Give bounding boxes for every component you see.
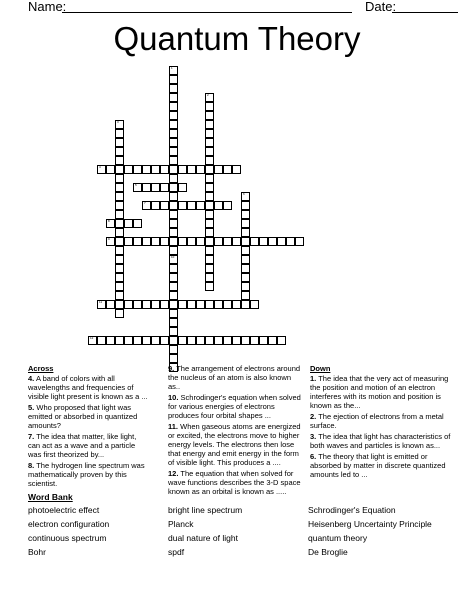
clue-number: 12: [90, 336, 94, 340]
grid-cell[interactable]: [169, 282, 178, 291]
grid-cell[interactable]: [115, 147, 124, 156]
grid-cell[interactable]: [277, 237, 286, 246]
grid-cell[interactable]: [214, 201, 223, 210]
grid-cell[interactable]: [115, 120, 124, 129]
grid-cell[interactable]: [169, 255, 178, 264]
grid-cell[interactable]: [115, 192, 124, 201]
grid-cell[interactable]: [205, 210, 214, 219]
clue-number: 10: [171, 255, 175, 259]
grid-cell[interactable]: [205, 237, 214, 246]
clue-across-7: 7. The idea that matter, like light, can act as a wave and a particle was first theorized by...: [28, 432, 137, 459]
grid-cell[interactable]: [142, 300, 151, 309]
across-clues-col1: [28, 364, 150, 490]
clue-down-6: 6. The theory that light is emitted or absorbed by matter in discrete quantized amounts led to ...: [310, 452, 446, 479]
clue-down-1: 1. The idea that the very act of measuring the position and motion of an electron interferes with its motion and position is known as the...: [310, 374, 449, 410]
grid-cell[interactable]: [250, 336, 259, 345]
clue-down-3: 3. The idea that light has characteristics of both waves and particles is known as...: [310, 432, 451, 450]
word-bank-item: continuous spectrum: [28, 533, 107, 543]
grid-cell[interactable]: [187, 237, 196, 246]
grid-cell[interactable]: [115, 219, 124, 228]
grid-cell[interactable]: [142, 165, 151, 174]
grid-cell[interactable]: [169, 318, 178, 327]
word-bank-item: quantum theory: [308, 533, 368, 543]
grid-cell[interactable]: [169, 183, 178, 192]
grid-cell[interactable]: [97, 336, 106, 345]
grid-cell[interactable]: [124, 300, 133, 309]
grid-cell[interactable]: [160, 300, 169, 309]
clue-number: 4: [99, 165, 101, 169]
grid-cell[interactable]: [115, 309, 124, 318]
grid-cell[interactable]: [259, 336, 268, 345]
clue-across-11: 11. When gaseous atoms are energized or excited, the electrons move to higher energy levels. The electrons then lose that energy and emit energy in the form of visible light. This produces a ....: [168, 422, 301, 467]
grid-cell[interactable]: [169, 201, 178, 210]
grid-cell[interactable]: [115, 282, 124, 291]
grid-cell[interactable]: [205, 282, 214, 291]
grid-cell[interactable]: [223, 237, 232, 246]
word-bank-heading: Word Bank: [28, 492, 73, 502]
grid-cell[interactable]: [187, 300, 196, 309]
grid-cell[interactable]: [205, 246, 214, 255]
grid-cell[interactable]: [169, 246, 178, 255]
grid-cell[interactable]: [169, 237, 178, 246]
grid-cell[interactable]: [133, 336, 142, 345]
grid-cell[interactable]: [232, 300, 241, 309]
clue-number: 8: [108, 219, 110, 223]
grid-cell[interactable]: [169, 192, 178, 201]
grid-cell[interactable]: [133, 300, 142, 309]
grid-cell[interactable]: [169, 354, 178, 363]
grid-cell[interactable]: [214, 237, 223, 246]
grid-cell[interactable]: [205, 111, 214, 120]
grid-cell[interactable]: [169, 111, 178, 120]
grid-cell[interactable]: [178, 336, 187, 345]
grid-cell[interactable]: [160, 237, 169, 246]
grid-cell[interactable]: [205, 93, 214, 102]
grid-cell[interactable]: [169, 264, 178, 273]
grid-cell[interactable]: [97, 300, 106, 309]
grid-cell[interactable]: [178, 300, 187, 309]
clue-across-12: 12. The equation that when solved for wave functions describes the 3-D space known as an orbital is known as .....: [168, 469, 301, 496]
grid-cell[interactable]: [142, 201, 151, 210]
grid-cell[interactable]: [205, 201, 214, 210]
grid-cell[interactable]: [169, 273, 178, 282]
grid-cell[interactable]: [196, 201, 205, 210]
grid-cell[interactable]: [115, 291, 124, 300]
grid-cell[interactable]: [223, 201, 232, 210]
grid-cell[interactable]: [250, 237, 259, 246]
grid-cell[interactable]: [115, 165, 124, 174]
clue-across-8: 8. The hydrogen line spectrum was mathematically proven by this scientist.: [28, 461, 145, 488]
grid-cell[interactable]: [268, 237, 277, 246]
word-bank-item: Schrodinger's Equation: [308, 505, 396, 515]
grid-cell[interactable]: [169, 84, 178, 93]
grid-cell[interactable]: [223, 336, 232, 345]
date-label: Date:: [365, 0, 397, 14]
grid-cell[interactable]: [241, 201, 250, 210]
grid-cell[interactable]: [169, 300, 178, 309]
across-clues-col2: [168, 364, 304, 498]
grid-cell[interactable]: [169, 147, 178, 156]
grid-cell[interactable]: [169, 174, 178, 183]
grid-cell[interactable]: [124, 219, 133, 228]
grid-cell[interactable]: [169, 93, 178, 102]
clue-number: 2: [207, 93, 209, 97]
grid-cell[interactable]: [214, 300, 223, 309]
grid-cell[interactable]: [187, 165, 196, 174]
grid-cell[interactable]: [115, 228, 124, 237]
grid-cell[interactable]: [178, 201, 187, 210]
grid-cell[interactable]: [115, 336, 124, 345]
grid-cell[interactable]: [241, 255, 250, 264]
grid-cell[interactable]: [205, 192, 214, 201]
clue-number: 3: [117, 120, 119, 124]
grid-cell[interactable]: [268, 336, 277, 345]
name-line[interactable]: [62, 12, 352, 13]
grid-cell[interactable]: [133, 183, 142, 192]
clue-across-4: 4. A band of colors with all wavelengths and frequencies of visible light present is known as a ...: [28, 374, 148, 401]
grid-cell[interactable]: [106, 300, 115, 309]
grid-cell[interactable]: [151, 300, 160, 309]
name-label: Name:: [28, 0, 67, 14]
grid-cell[interactable]: [115, 174, 124, 183]
grid-cell[interactable]: [106, 165, 115, 174]
grid-cell[interactable]: [115, 273, 124, 282]
grid-cell[interactable]: [115, 129, 124, 138]
grid-cell[interactable]: [196, 237, 205, 246]
word-bank-item: bright line spectrum: [168, 505, 243, 515]
grid-cell[interactable]: [124, 237, 133, 246]
grid-cell[interactable]: [97, 165, 106, 174]
grid-cell[interactable]: [295, 237, 304, 246]
grid-cell[interactable]: [106, 219, 115, 228]
grid-cell[interactable]: [205, 174, 214, 183]
grid-cell[interactable]: [115, 210, 124, 219]
grid-cell[interactable]: [169, 129, 178, 138]
grid-cell[interactable]: [232, 336, 241, 345]
grid-cell[interactable]: [205, 219, 214, 228]
grid-cell[interactable]: [241, 237, 250, 246]
grid-cell[interactable]: [124, 165, 133, 174]
word-bank-item: Heisenberg Uncertainty Principle: [308, 519, 432, 529]
grid-cell[interactable]: [133, 219, 142, 228]
grid-cell[interactable]: [178, 237, 187, 246]
grid-cell[interactable]: [169, 327, 178, 336]
grid-cell[interactable]: [205, 228, 214, 237]
grid-cell[interactable]: [169, 210, 178, 219]
grid-cell[interactable]: [241, 273, 250, 282]
clue-across-10: 10. Schrodinger's equation when solved for various energies of electrons produces four orbital shapes ...: [168, 393, 301, 420]
grid-cell[interactable]: [214, 165, 223, 174]
grid-cell[interactable]: [88, 336, 97, 345]
grid-cell[interactable]: [205, 120, 214, 129]
word-bank-item: Planck: [168, 519, 194, 529]
page-title: Quantum Theory: [113, 20, 361, 57]
grid-cell[interactable]: [241, 219, 250, 228]
grid-cell[interactable]: [241, 264, 250, 273]
clue-across-5: 5. Who proposed that light was emitted or absorbed in quantized amounts?: [28, 403, 138, 430]
grid-cell[interactable]: [133, 165, 142, 174]
grid-cell[interactable]: [277, 336, 286, 345]
grid-cell[interactable]: [205, 273, 214, 282]
grid-cell[interactable]: [205, 138, 214, 147]
grid-cell[interactable]: [178, 183, 187, 192]
grid-cell[interactable]: [115, 264, 124, 273]
grid-cell[interactable]: [115, 255, 124, 264]
clue-number: 6: [243, 192, 245, 196]
grid-cell[interactable]: [169, 66, 178, 75]
clue-across-9: 9. The arrangement of electrons around the nucleus of an atom is also known as..: [168, 364, 301, 391]
grid-cell[interactable]: [151, 336, 160, 345]
grid-cell[interactable]: [205, 300, 214, 309]
grid-cell[interactable]: [196, 300, 205, 309]
grid-cell[interactable]: [115, 183, 124, 192]
grid-cell[interactable]: [241, 336, 250, 345]
grid-cell[interactable]: [205, 336, 214, 345]
grid-cell[interactable]: [169, 291, 178, 300]
word-bank-item: dual nature of light: [168, 533, 238, 543]
grid-cell[interactable]: [286, 237, 295, 246]
across-heading: Across: [28, 364, 54, 373]
word-bank-item: spdf: [168, 547, 185, 557]
grid-cell[interactable]: [205, 156, 214, 165]
grid-cell[interactable]: [160, 201, 169, 210]
grid-cell[interactable]: [241, 291, 250, 300]
grid-cell[interactable]: [106, 336, 115, 345]
grid-cell[interactable]: [169, 102, 178, 111]
word-bank-item: Bohr: [28, 547, 46, 557]
grid-cell[interactable]: [151, 165, 160, 174]
grid-cell[interactable]: [241, 192, 250, 201]
grid-cell[interactable]: [205, 147, 214, 156]
word-bank-item: De Broglie: [308, 547, 348, 557]
date-line[interactable]: [392, 12, 458, 13]
grid-cell[interactable]: [241, 246, 250, 255]
grid-cell[interactable]: [205, 165, 214, 174]
grid-cell[interactable]: [214, 336, 223, 345]
down-heading: Down: [310, 364, 331, 373]
clue-number: 7: [144, 201, 146, 205]
grid-cell[interactable]: [241, 282, 250, 291]
grid-cell[interactable]: [169, 309, 178, 318]
grid-cell[interactable]: [142, 183, 151, 192]
grid-cell[interactable]: [205, 264, 214, 273]
grid-cell[interactable]: [241, 228, 250, 237]
grid-cell[interactable]: [142, 237, 151, 246]
grid-cell[interactable]: [241, 210, 250, 219]
grid-cell[interactable]: [169, 345, 178, 354]
clue-number: 9: [108, 237, 110, 241]
grid-cell[interactable]: [160, 183, 169, 192]
grid-cell[interactable]: [250, 300, 259, 309]
grid-cell[interactable]: [205, 255, 214, 264]
grid-cell[interactable]: [187, 201, 196, 210]
grid-cell[interactable]: [232, 237, 241, 246]
grid-cell[interactable]: [169, 336, 178, 345]
clue-down-2: 2. The ejection of electrons from a metal surface.: [310, 412, 444, 430]
grid-cell[interactable]: [169, 156, 178, 165]
grid-cell[interactable]: [169, 138, 178, 147]
word-bank-item: electron configuration: [28, 519, 110, 529]
grid-cell[interactable]: [178, 165, 187, 174]
grid-cell[interactable]: [142, 336, 151, 345]
grid-cell[interactable]: [223, 300, 232, 309]
grid-cell[interactable]: [115, 300, 124, 309]
grid-cell[interactable]: [232, 165, 241, 174]
grid-cell[interactable]: [205, 102, 214, 111]
grid-cell[interactable]: [187, 336, 196, 345]
grid-cell[interactable]: [106, 237, 115, 246]
grid-cell[interactable]: [169, 219, 178, 228]
word-bank-item: photoelectric effect: [28, 505, 100, 515]
grid-cell[interactable]: [151, 237, 160, 246]
down-clues: [310, 364, 460, 481]
grid-cell[interactable]: [196, 165, 205, 174]
grid-cell[interactable]: [241, 300, 250, 309]
grid-cell[interactable]: [124, 336, 133, 345]
grid-cell[interactable]: [115, 246, 124, 255]
grid-cell[interactable]: [169, 228, 178, 237]
grid-cell[interactable]: [115, 156, 124, 165]
clue-number: 1: [171, 66, 173, 70]
grid-cell[interactable]: [115, 201, 124, 210]
grid-cell[interactable]: [205, 183, 214, 192]
grid-cell[interactable]: [160, 165, 169, 174]
grid-cell[interactable]: [259, 237, 268, 246]
grid-cell[interactable]: [223, 165, 232, 174]
grid-cell[interactable]: [169, 75, 178, 84]
grid-cell[interactable]: [160, 336, 169, 345]
grid-cell[interactable]: [115, 138, 124, 147]
grid-cell[interactable]: [115, 237, 124, 246]
grid-cell[interactable]: [196, 336, 205, 345]
grid-cell[interactable]: [151, 183, 160, 192]
grid-cell[interactable]: [133, 237, 142, 246]
grid-cell[interactable]: [205, 129, 214, 138]
clue-number: 5: [135, 183, 137, 187]
grid-cell[interactable]: [151, 201, 160, 210]
grid-cell[interactable]: [169, 165, 178, 174]
grid-cell[interactable]: [169, 120, 178, 129]
clue-number: 11: [99, 300, 103, 304]
